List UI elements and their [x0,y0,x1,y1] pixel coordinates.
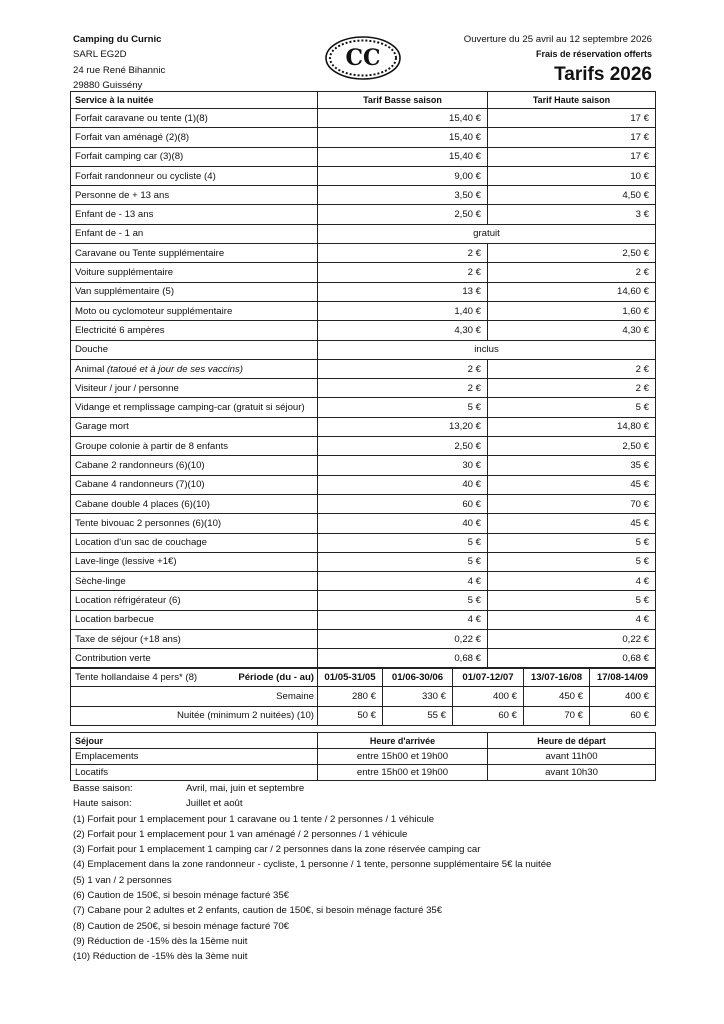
footnotes [73,812,551,965]
table-row [71,379,656,398]
footnote: (7) Cabane pour 2 adultes et 2 enfants, caution de 150€, si besoin ménage facturé 35€ [73,905,443,917]
service-name: Tente bivouac 2 personnes (6)(10) [75,517,222,529]
service-name: Location barbecue [75,614,154,626]
header-arrival: Heure d'arrivée [318,733,488,749]
service-label [71,552,318,571]
campsite-name: Camping du Curnic [73,34,162,45]
service-label [71,263,318,282]
price-low-season: 2,50 € [318,205,488,224]
table-row [71,340,656,359]
arrival-time: entre 15h00 et 19h00 [318,765,488,781]
service-name: Enfant de - 13 ans [75,209,154,221]
price-high-season: 2 € [488,263,656,282]
service-name: Caravane ou Tente supplémentaire [75,247,225,259]
table-row [71,244,656,263]
service-label [71,533,318,552]
header-service: Service à la nuitée [71,92,318,109]
price-high-season: 70 € [488,494,656,513]
table-header [71,733,656,749]
season-label: Basse saison: [73,783,133,794]
price-low-season: 5 € [318,398,488,417]
service-name: Forfait caravane ou tente (1)(8) [75,112,208,124]
price-high-season: 2 € [488,359,656,378]
service-name: Animal [75,363,107,375]
season-value: Avril, mai, juin et septembre [186,783,305,794]
service-label [71,398,318,417]
price-high-season: 17 € [488,109,656,128]
table-row [71,456,656,475]
price-both-seasons: gratuit [318,224,656,243]
price-high-season: 35 € [488,456,656,475]
service-name: Douche [75,344,109,356]
header-right [464,32,652,86]
price: 60 € [453,706,524,725]
opening-dates: Ouverture du 25 avril au 12 septembre 2026 [463,34,652,45]
service-label [71,514,318,533]
price-high-season: 14,80 € [488,417,656,436]
period: 01/05-31/05 [318,668,383,687]
table-row [71,514,656,533]
street: 24 rue René Bihannic [73,64,166,76]
departure-time: avant 11h00 [488,749,656,765]
header-departure: Heure de départ [488,733,656,749]
price: 450 € [524,687,590,706]
service-label [71,321,318,340]
price: 60 € [590,706,656,725]
night-label: Nuitée (minimum 2 nuitées) (10) [71,706,318,725]
price-low-season: 60 € [318,494,488,513]
price-high-season: 5 € [488,533,656,552]
service-label [71,109,318,128]
service-label [71,572,318,591]
table-row [71,109,656,128]
season-value: Juillet et août [186,798,243,810]
service-name: Cabane 4 randonneurs (7)(10) [75,479,205,491]
table-row [71,398,656,417]
service-name: Garage mort [75,421,129,433]
campsite-address [73,32,165,93]
table-row [71,417,656,436]
service-name: Location réfrigérateur (6) [75,595,181,607]
table-row [71,437,656,456]
price-low-season: 0,22 € [318,630,488,649]
stay-type: Emplacements [71,749,318,765]
price-high-season: 17 € [488,147,656,166]
price-high-season: 45 € [488,475,656,494]
price-high-season: 3 € [488,205,656,224]
price-high-season: 4 € [488,572,656,591]
service-name: Contribution verte [75,652,151,664]
service-name: Forfait camping car (3)(8) [75,151,184,163]
service-label [71,379,318,398]
service-name: Voiture supplémentaire [75,267,174,279]
period-label: Période (du - au) [231,668,318,687]
service-label [71,456,318,475]
empty-cell [71,687,231,706]
price-low-season: 2 € [318,379,488,398]
price-high-season: 5 € [488,398,656,417]
price: 50 € [318,706,383,725]
season-line [73,781,551,796]
header-stay: Séjour [71,733,318,749]
price-low-season: 40 € [318,514,488,533]
table-row [71,610,656,629]
price-low-season: 40 € [318,475,488,494]
price: 280 € [318,687,383,706]
arrival-time: entre 15h00 et 19h00 [318,749,488,765]
service-label [71,417,318,436]
footnote: (5) 1 van / 2 personnes [73,874,172,886]
season-line [73,796,551,811]
service-name: Groupe colonie à partir de 8 enfants [75,440,229,452]
price-low-season: 4 € [318,572,488,591]
service-label [71,437,318,456]
table-row [71,224,656,243]
service-name: Van supplémentaire (5) [75,286,175,298]
campsite-logo [323,34,403,82]
table-row [71,533,656,552]
price: 55 € [383,706,453,725]
price-low-season: 2 € [318,359,488,378]
footnote: (9) Réduction de -15% dès la 15ème nuit [73,935,248,947]
price-low-season: 4 € [318,610,488,629]
service-name: Forfait randonneur ou cycliste (4) [75,170,216,182]
period: 13/07-16/08 [524,668,590,687]
footnote: (10) Réduction de -15% dès la 3ème nuit [73,951,248,963]
table-row [71,359,656,378]
price-high-season: 5 € [488,552,656,571]
price: 70 € [524,706,590,725]
price-low-season: 5 € [318,591,488,610]
price-low-season: 5 € [318,533,488,552]
price-both-seasons: inclus [318,340,656,359]
footnote: (3) Forfait pour 1 emplacement 1 camping car / 2 personnes dans la zone réservée camping car [73,844,481,856]
price-low-season: 9,00 € [318,166,488,185]
price-high-season: 1,60 € [488,301,656,320]
rates-table [70,91,656,669]
table-row [71,263,656,282]
price-low-season: 15,40 € [318,128,488,147]
price-high-season: 17 € [488,128,656,147]
service-name: Moto ou cyclomoteur supplémentaire [75,305,233,317]
price-low-season: 5 € [318,552,488,571]
dutch-tent-table [70,667,656,726]
table-row [71,649,656,668]
week-label: Semaine [231,687,318,706]
service-label [71,494,318,513]
footnote: (8) Caution de 250€, si besoin ménage facturé 70€ [73,920,289,932]
service-label [71,475,318,494]
period: 17/08-14/09 [590,668,656,687]
footnote: (6) Caution de 150€, si besoin ménage facturé 35€ [73,890,289,902]
table-row [71,552,656,571]
season-label: Haute saison: [73,798,132,810]
price-high-season: 2,50 € [488,244,656,263]
footnote: (1) Forfait pour 1 emplacement pour 1 caravane ou 1 tente / 2 personnes / 1 véhicule [73,813,435,825]
price-low-season: 3,50 € [318,186,488,205]
price-low-season: 13,20 € [318,417,488,436]
service-name: Visiteur / jour / personne [75,382,179,394]
service-name: Cabane double 4 places (6)(10) [75,498,210,510]
period: 01/06-30/06 [383,668,453,687]
notes [73,781,551,965]
table-row [71,687,656,706]
booking-fees: Frais de réservation offerts [535,49,652,60]
service-label [71,205,318,224]
svg-text:CC: CC [345,45,381,71]
table-row [71,668,656,687]
table-row [71,591,656,610]
departure-time: avant 10h30 [488,765,656,781]
service-name: Location d'un sac de couchage [75,537,207,549]
price-low-season: 0,68 € [318,649,488,668]
price-high-season: 2 € [488,379,656,398]
price-high-season: 0,68 € [488,649,656,668]
price-high-season: 14,60 € [488,282,656,301]
price-high-season: 2,50 € [488,437,656,456]
table-row [71,147,656,166]
price-low-season: 2 € [318,244,488,263]
period: 01/07-12/07 [453,668,524,687]
price-low-season: 4,30 € [318,321,488,340]
footnote: (2) Forfait pour 1 emplacement pour 1 van aménagé / 2 personnes / 1 véhicule [73,828,408,840]
table-row [71,301,656,320]
city: 29880 Guissény [73,79,143,91]
service-label [71,147,318,166]
page-title: Tarifs 2026 [554,63,652,85]
price-low-season: 30 € [318,456,488,475]
price-high-season: 4,50 € [488,186,656,205]
price-high-season: 4 € [488,610,656,629]
header-high-season: Tarif Haute saison [488,92,656,109]
table-row [71,282,656,301]
service-label [71,359,318,378]
header-low-season: Tarif Basse saison [318,92,488,109]
service-name: Forfait van aménagé (2)(8) [75,131,190,143]
table-row [71,630,656,649]
price: 330 € [383,687,453,706]
price: 400 € [453,687,524,706]
table-row [71,706,656,725]
table-row [71,572,656,591]
table-row [71,186,656,205]
price-high-season: 10 € [488,166,656,185]
service-label [71,186,318,205]
table-row [71,749,656,765]
price-low-season: 2 € [318,263,488,282]
service-label [71,244,318,263]
table-row [71,494,656,513]
price-low-season: 1,40 € [318,301,488,320]
service-name: Enfant de - 1 an [75,228,144,240]
stay-type: Locatifs [71,765,318,781]
service-name: Electricité 6 ampères [75,324,165,336]
service-label [71,301,318,320]
table-row [71,205,656,224]
dutch-tent-label: Tente hollandaise 4 pers* (8) [71,668,231,687]
service-name: Taxe de séjour (+18 ans) [75,633,181,645]
service-label [71,166,318,185]
service-label [71,224,318,243]
service-name: Vidange et remplissage camping-car (gratuit si séjour) [75,402,305,414]
price-high-season: 4,30 € [488,321,656,340]
price-low-season: 13 € [318,282,488,301]
service-label [71,610,318,629]
table-row [71,166,656,185]
table-row [71,765,656,781]
service-name: Personne de + 13 ans [75,189,170,201]
table-row [71,128,656,147]
service-name: Sèche-linge [75,575,126,587]
price-low-season: 15,40 € [318,147,488,166]
service-name: Cabane 2 randonneurs (6)(10) [75,459,205,471]
company-name: SARL EG2D [73,49,127,61]
service-label [71,630,318,649]
service-label [71,282,318,301]
service-name: Lave-linge (lessive +1€) [75,556,177,568]
price-low-season: 15,40 € [318,109,488,128]
table-row [71,475,656,494]
footnote: (4) Emplacement dans la zone randonneur - cycliste, 1 personne / 1 tente, personne supplémentaire 5€ la nuitée [73,859,552,871]
service-label [71,649,318,668]
table-row [71,321,656,340]
service-note: (tatoué et à jour de ses vaccins) [107,363,243,375]
price-high-season: 5 € [488,591,656,610]
price: 400 € [590,687,656,706]
table-header [71,92,656,109]
service-label [71,128,318,147]
stay-times-table [70,732,656,781]
price-low-season: 2,50 € [318,437,488,456]
service-label [71,591,318,610]
price-high-season: 0,22 € [488,630,656,649]
service-label [71,340,318,359]
price-high-season: 45 € [488,514,656,533]
